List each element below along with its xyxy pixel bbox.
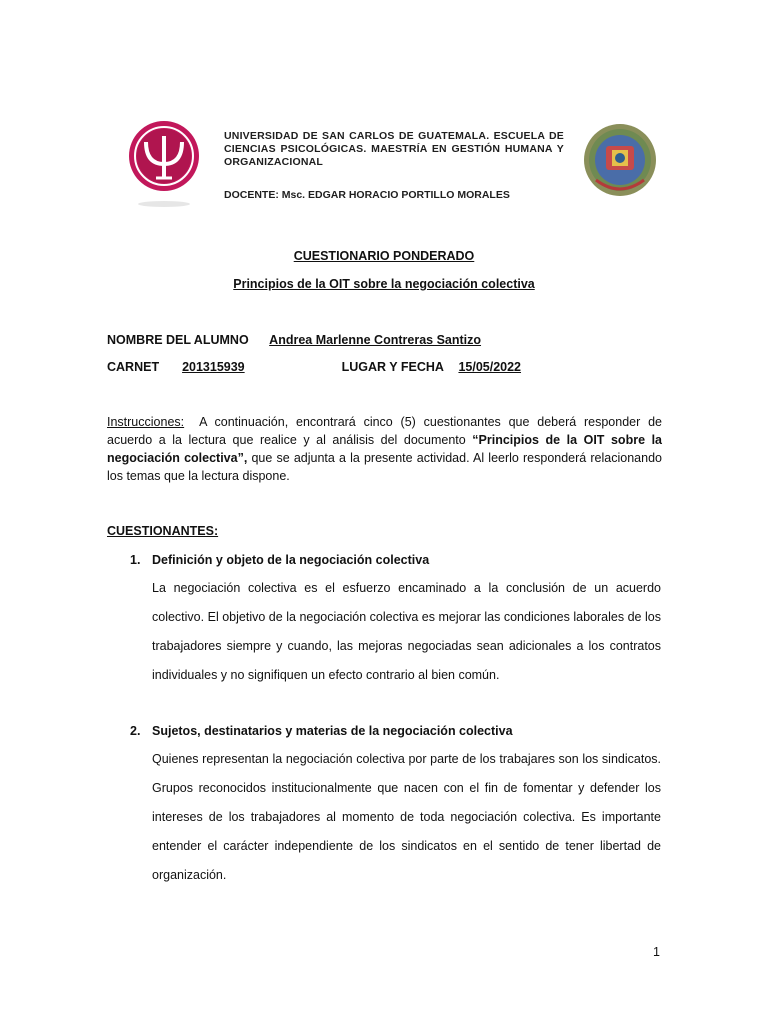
main-title: CUESTIONARIO PONDERADO — [293, 249, 475, 263]
instructions-text-1: A continuación, encontrará cinco (5) cuestionantes que deberá responder de acuerdo a la lectura que realice y al análisis del documento — [107, 415, 662, 447]
question-answer: La negociación colectiva es el esfuerzo encaminado a la conclusión de un acuerdo colectivo. El objetivo de la negociación colectiva es mejorar las condiciones laborales de los trabajadores siempre y cuando, las mejoras negociadas sean adicionales a los contratos individuales y no signifiquen un efecto contrario al bien común. — [152, 581, 661, 682]
question-number: 1. — [130, 553, 141, 567]
question-title: Definición y objeto de la negociación colectiva — [152, 553, 430, 567]
docente-line: DOCENTE: Msc. EDGAR HORACIO PORTILLO MORALES — [224, 189, 510, 201]
instructions-document-title: “Principios de la OIT sobre la negociación colectiva”, — [107, 433, 662, 465]
carnet-value: 201315939 — [182, 360, 245, 374]
date-value: 15/05/2022 — [458, 360, 522, 374]
instructions-text-2: que se adjunta a la presente actividad. Al leerlo responderá relacionando los temas que la lectura dispone. — [107, 451, 662, 483]
subtitle: Principios de la OIT sobre la negociación colectiva — [233, 277, 535, 291]
carnet-label: CARNET — [107, 360, 160, 374]
section-title: CUESTIONANTES: — [107, 524, 219, 538]
student-name-row — [107, 333, 647, 347]
question-answer: Quienes representan la negociación colectiva por parte de los trabajares son los sindicatos. Grupos reconocidos institucionalmente que nacen con el fin de fomentar y defender los intereses de los trabajadores al momento de toda negociación colectiva. Es importante entender el carácter independiente de los sindicatos en el sentido de tener libertad de organización. — [152, 752, 661, 882]
psi-logo-icon — [126, 118, 202, 208]
question-heading — [130, 724, 513, 738]
instructions-paragraph — [107, 413, 662, 485]
name-value: Andrea Marlenne Contreras Santizo — [269, 333, 482, 347]
university-seal-icon — [582, 120, 658, 200]
page-number: 1 — [653, 945, 660, 959]
document-header — [126, 118, 686, 208]
question-number: 2. — [130, 724, 141, 738]
university-name: UNIVERSIDAD DE SAN CARLOS DE GUATEMALA. ESCUELA DE CIENCIAS PSICOLÓGICAS. MAESTRÍA EN GESTIÓN HUMANA Y ORGANIZACIONAL — [224, 130, 564, 168]
question-heading — [130, 553, 429, 567]
carnet-row — [107, 360, 657, 374]
question-title: Sujetos, destinatarios y materias de la negociación colectiva — [152, 724, 513, 738]
name-label: NOMBRE DEL ALUMNO — [107, 333, 249, 347]
instructions-label: Instrucciones: — [107, 415, 185, 429]
date-label: LUGAR Y FECHA — [341, 360, 444, 374]
